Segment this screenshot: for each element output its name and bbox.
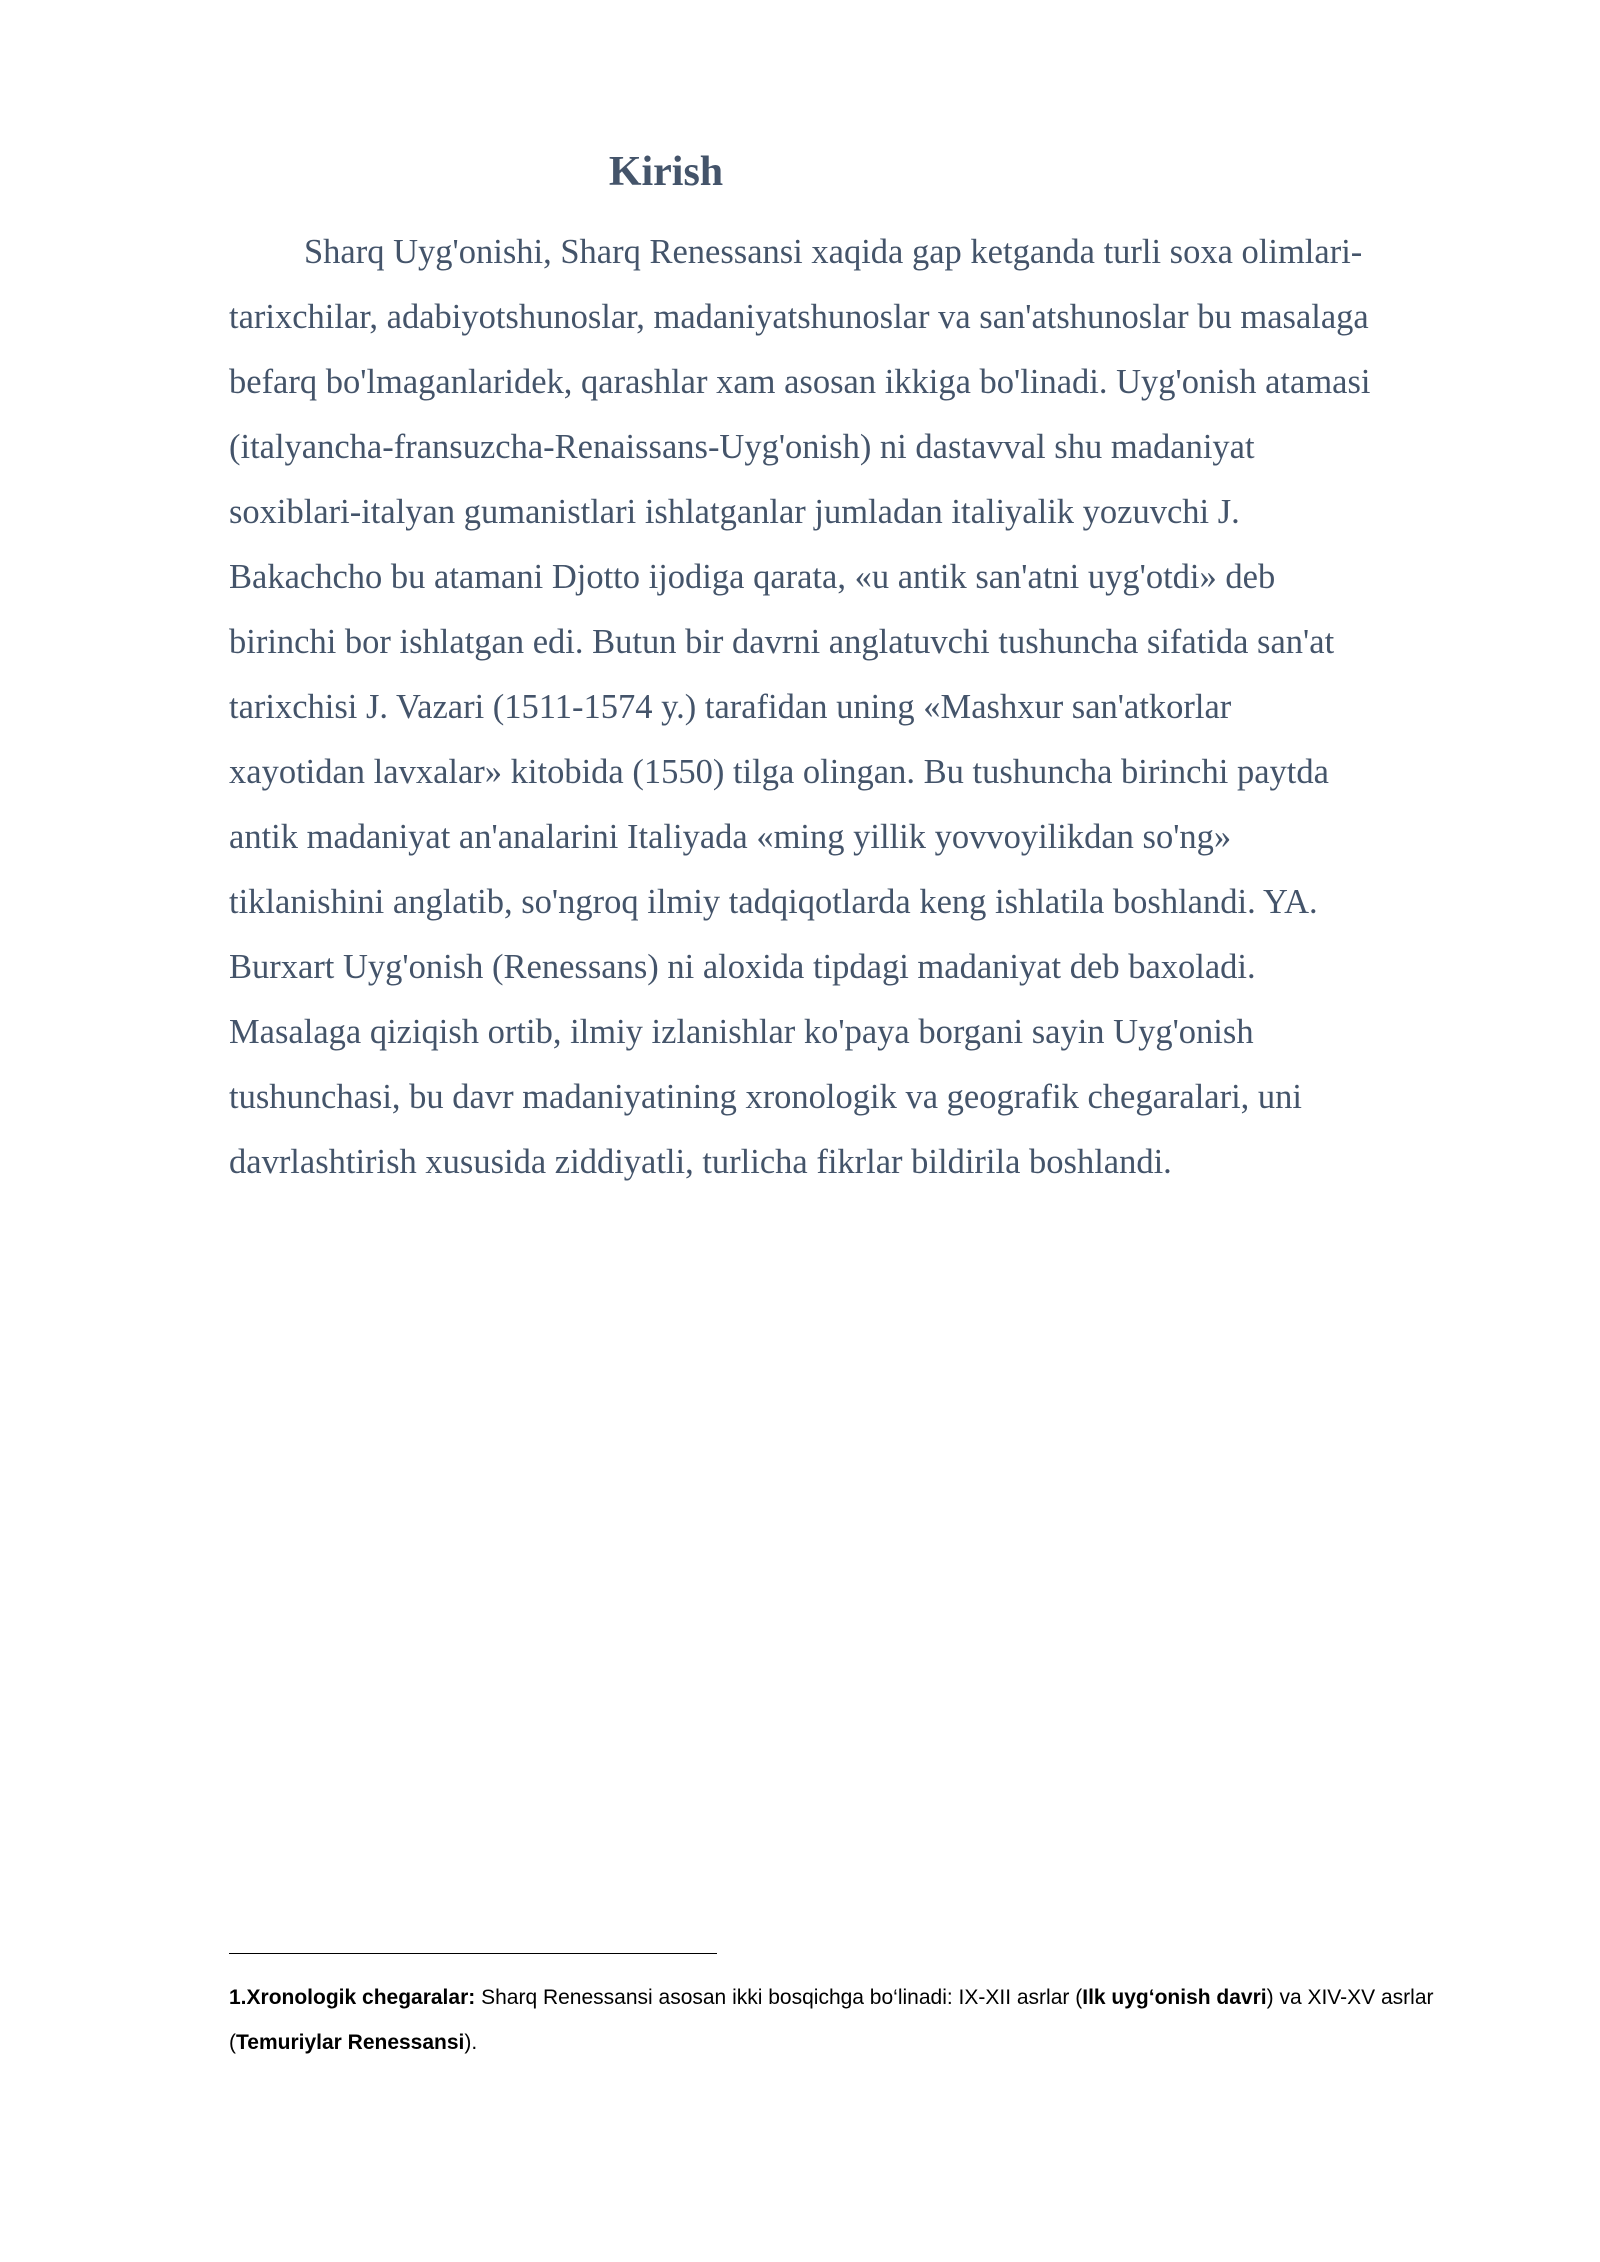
footnote-bold-term: Ilk uyg‘onish davri xyxy=(1082,1986,1267,2009)
footnote-text: ). xyxy=(464,2031,478,2054)
footnote-line xyxy=(229,1975,1481,2020)
paragraph-line: Masalaga qiziqish ortib, ilmiy izlanishlar ko'paya borgani sayin Uyg'onish xyxy=(229,1013,1254,1051)
paragraph-line: birinchi bor ishlatgan edi. Butun bir davrni anglatuvchi tushuncha sifatida san'at xyxy=(229,623,1335,661)
footnote-text: ( xyxy=(229,2031,236,2054)
paragraph-line: tiklanishini anglatib, so'ngroq ilmiy tadqiqotlarda keng ishlatila boshlandi. YA. xyxy=(229,883,1318,921)
paragraph-line: tarixchisi J. Vazari (1511-1574 y.) tarafidan uning «Mashxur san'atkorlar xyxy=(229,688,1232,726)
paragraph-line: tarixchilar, adabiyotshunoslar, madaniyatshunoslar va san'atshunoslar bu masalaga xyxy=(229,298,1369,336)
footnote-text: ) va XIV-XV asrlar xyxy=(1266,1986,1434,2009)
paragraph-line: antik madaniyat an'analarini Italiyada «ming yillik yovvoyilikdan so'ng» xyxy=(229,818,1232,856)
paragraph-line: davrlashtirish xususida ziddiyatli, turlicha fikrlar bildirila boshlandi. xyxy=(229,1143,1172,1181)
paragraph-line: tushunchasi, bu davr madaniyatining xronologik va geografik chegaralari, uni xyxy=(229,1078,1303,1116)
footnote xyxy=(229,1975,1481,2065)
paragraph-line: Bakachcho bu atamani Djotto ijodiga qarata, «u antik san'atni uyg'otdi» deb xyxy=(229,558,1276,596)
paragraph-line: Sharq Uyg'onishi, Sharq Renessansi xaqida gap ketganda turli soxa olimlari- xyxy=(304,233,1363,271)
paragraph-line: (italyancha-fransuzcha-Renaissans-Uyg'onish) ni dastavval shu madaniyat xyxy=(229,428,1255,466)
paragraph-line: xayotidan lavxalar» kitobida (1550) tilga olingan. Bu tushuncha birinchi paytda xyxy=(229,753,1329,791)
paragraph-line: befarq bo'lmaganlaridek, qarashlar xam asosan ikkiga bo'linadi. Uyg'onish atamasi xyxy=(229,363,1371,401)
footnote-text: Sharq Renessansi asosan ikki bosqichga bo‘linadi: IX-XII asrlar ( xyxy=(475,1986,1083,2009)
intro-paragraph xyxy=(229,220,1481,1195)
document-title: Kirish xyxy=(608,149,724,195)
paragraph-line: soxiblari-italyan gumanistlari ishlatganlar jumladan italiyalik yozuvchi J. xyxy=(229,493,1240,531)
paragraph-line: Burxart Uyg'onish (Renessans) ni aloxida tipdagi madaniyat deb baxoladi. xyxy=(229,948,1256,986)
footnote-label: 1.Xronologik chegaralar: xyxy=(229,1986,476,2009)
footnote-line xyxy=(229,2020,1481,2065)
footnote-bold-term: Temuriylar Renessansi xyxy=(236,2031,465,2054)
footnote-separator xyxy=(229,1953,717,1954)
